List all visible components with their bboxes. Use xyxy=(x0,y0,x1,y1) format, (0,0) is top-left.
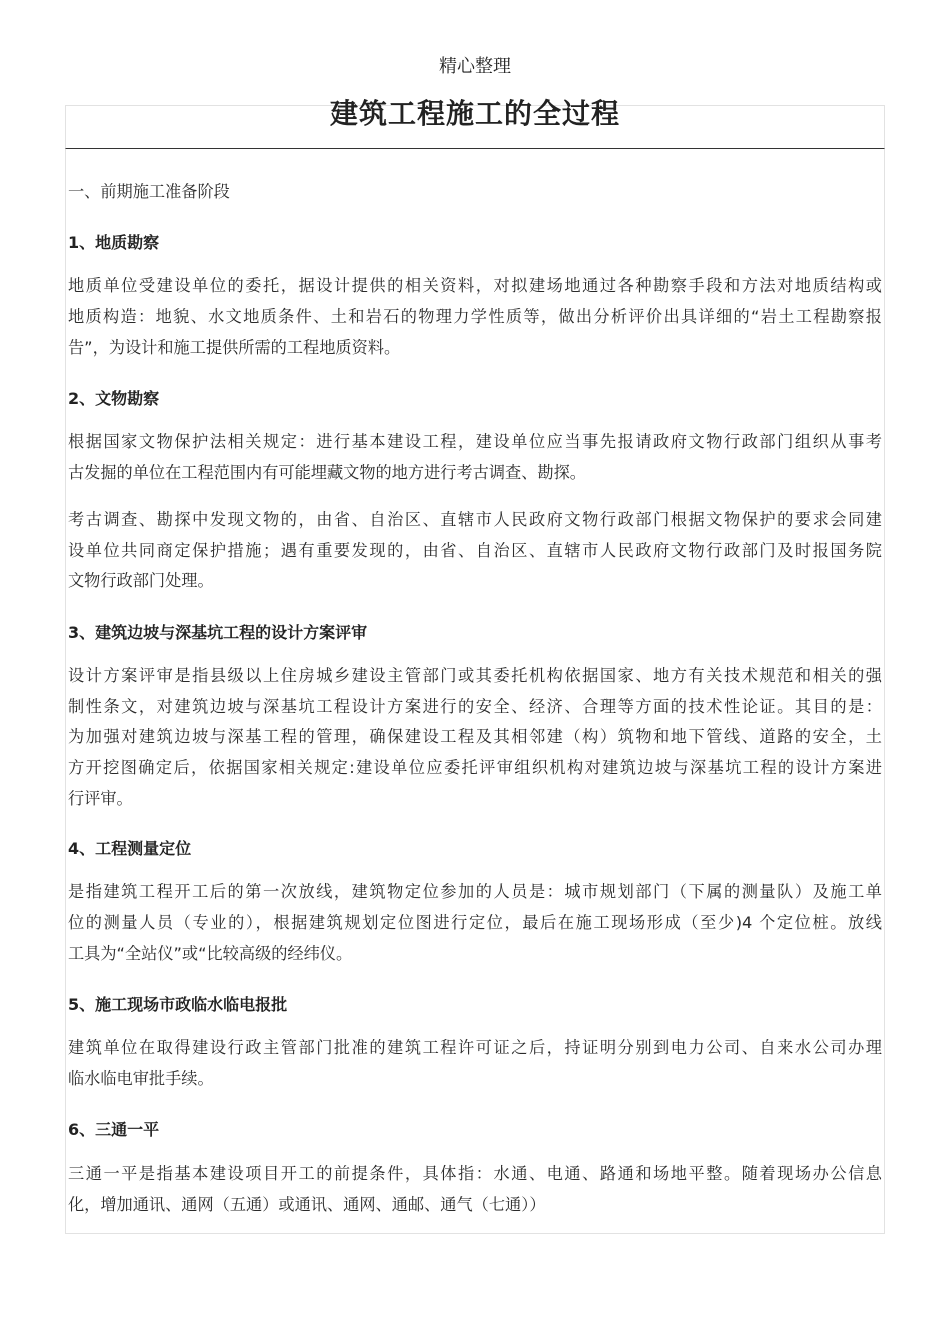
paragraph-line: 位的测量人员（专业的），根据建筑规划定位图进行定位，最后在施工现场形成（至少)4 个定位桩。放线 xyxy=(68,913,882,932)
paragraph-line: 根据国家文物保护法相关规定：进行基本建设工程，建设单位应当事先报请政府文物行政部门组织从事考 xyxy=(68,432,882,451)
section-heading: 2、文物勘察 xyxy=(68,389,160,408)
document-title: 建筑工程施工的全过程 xyxy=(329,97,620,130)
paragraph-line: 地质构造：地貌、水文地质条件、土和岩石的物理力学性质等，做出分析评价出具详细的“岩土工程勘察报 xyxy=(68,307,882,326)
paragraph-line: 为加强对建筑边坡与深基工程的管理，确保建设工程及其相邻建（构）筑物和地下管线、道路的安全，土 xyxy=(68,727,882,746)
paragraph-line: 设单位共同商定保护措施；遇有重要发现的，由省、自治区、直辖市人民政府文物行政部门及时报国务院 xyxy=(68,541,882,560)
paragraph-line: 考古调查、勘探中发现文物的，由省、自治区、直辖市人民政府文物行政部门根据文物保护的要求会同建 xyxy=(68,510,882,529)
header-note: 精心整理 xyxy=(439,56,511,77)
paragraph-line: 设计方案评审是指县级以上住房城乡建设主管部门或其委托机构依据国家、地方有关技术规范和相关的强 xyxy=(68,666,882,685)
paragraph-line: 地质单位受建设单位的委托，据设计提供的相关资料，对拟建场地通过各种勘察手段和方法对地质结构或 xyxy=(68,276,882,295)
paragraph-line: 是指建筑工程开工后的第一次放线，建筑物定位参加的人员是：城市规划部门（下属的测量队）及施工单 xyxy=(68,882,882,901)
paragraph-line: 临水临电审批手续。 xyxy=(68,1069,214,1088)
paragraph-line: 告”，为设计和施工提供所需的工程地质资料。 xyxy=(68,338,401,357)
paragraph-line: 化，增加通讯、通网（五通）或通讯、通网、通邮、通气（七通）） xyxy=(68,1195,546,1214)
paragraph-line: 古发掘的单位在工程范围内有可能埋藏文物的地方进行考古调查、勘探。 xyxy=(68,463,586,482)
paragraph-line: 三通一平是指基本建设项目开工的前提条件，具体指：水通、电通、路通和场地平整。随着现场办公信息 xyxy=(68,1164,882,1183)
section-heading: 6、三通一平 xyxy=(68,1120,160,1139)
paragraph-line: 制性条文，对建筑边坡与深基坑工程设计方案进行的安全、经济、合理等方面的技术性论证。其目的是： xyxy=(68,697,882,716)
stage-heading: 一、前期施工准备阶段 xyxy=(68,182,230,201)
paragraph-line: 建筑单位在取得建设行政主管部门批准的建筑工程许可证之后，持证明分别到电力公司、自来水公司办理 xyxy=(68,1038,882,1057)
section-heading: 1、地质勘察 xyxy=(68,233,160,252)
paragraph-line: 行评审。 xyxy=(68,789,133,808)
paragraph-line: 工具为“全站仪”或“比较高级的经纬仪。 xyxy=(68,944,353,963)
paragraph-line: 文物行政部门处理。 xyxy=(68,571,214,590)
section-heading: 3、建筑边坡与深基坑工程的设计方案评审 xyxy=(68,623,368,642)
section-heading: 5、施工现场市政临水临电报批 xyxy=(68,995,288,1014)
section-heading: 4、工程测量定位 xyxy=(68,839,192,858)
paragraph-line: 方开挖图确定后，依据国家相关规定:建设单位应委托评审组织机构对建筑边坡与深基坑工程的设计方案进 xyxy=(68,758,882,777)
